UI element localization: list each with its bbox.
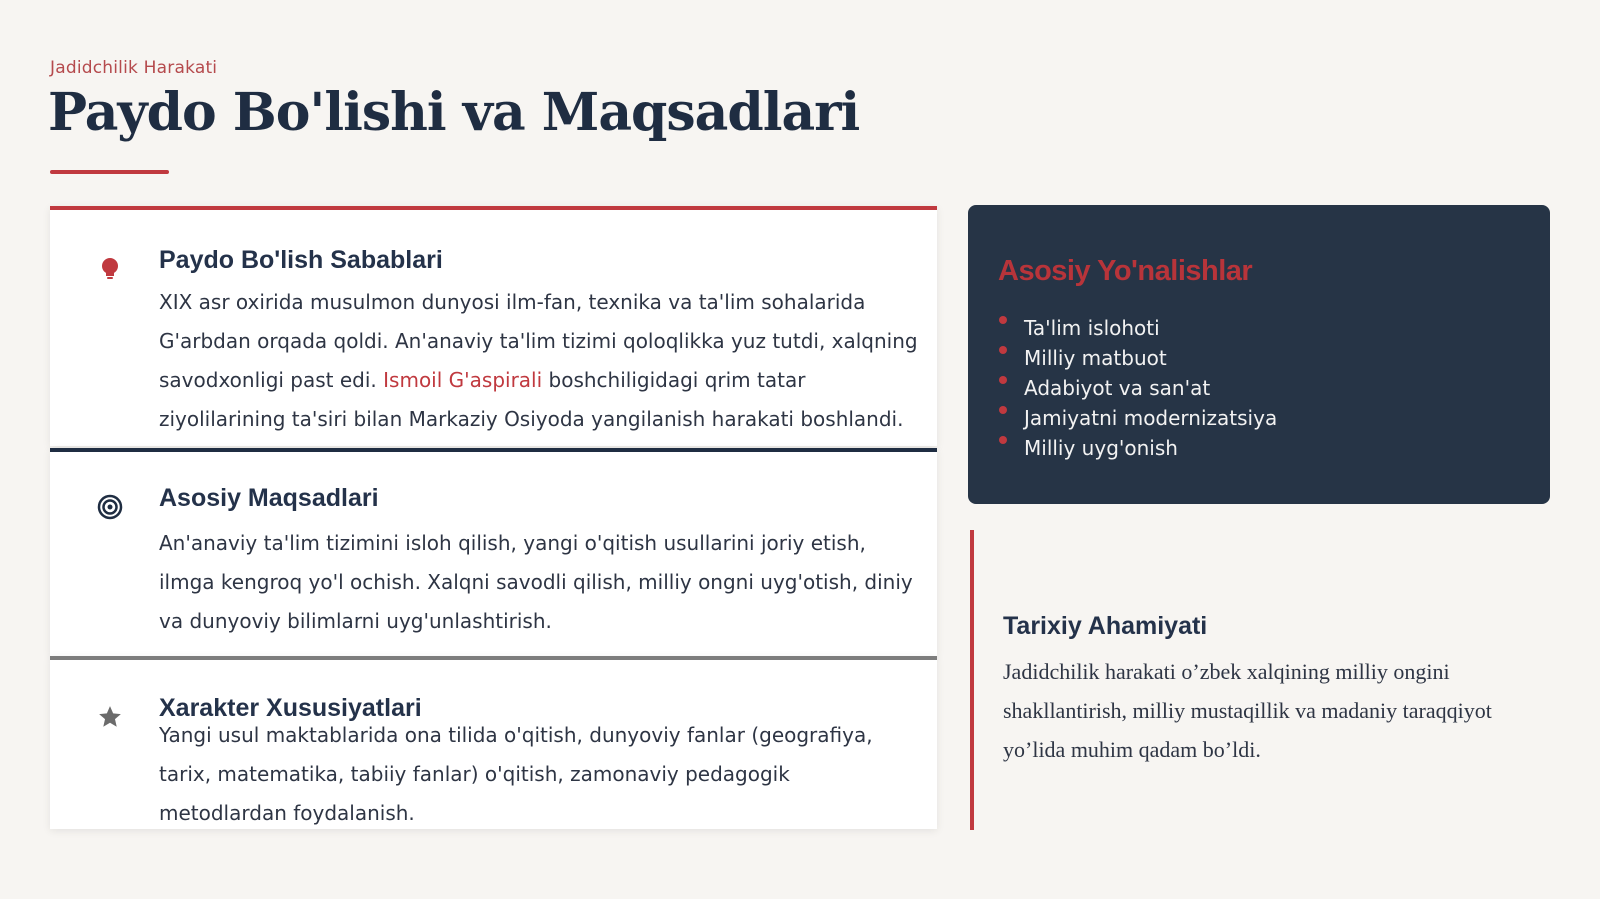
bullet-icon — [999, 316, 1007, 324]
list-item: Jamiyatni modernizatsiya — [999, 403, 1277, 433]
lightbulb-icon — [97, 256, 123, 282]
list-item: Adabiyot va san'at — [999, 373, 1277, 403]
directions-panel — [968, 205, 1550, 504]
card-features — [50, 656, 937, 829]
card-text: Yangi usul maktablarida ona tilida o'qitish, dunyoviy fanlar (geografiya, tarix, matematika, tabiiy fanlar) o'qitish, zamonaviy pedagogik metodlardan foydalanish. — [159, 723, 873, 825]
significance-title: Tarixiy Ahamiyati — [1003, 612, 1208, 640]
list-item: Milliy uyg'onish — [999, 433, 1277, 463]
kicker-label: Jadidchilik Harakati — [50, 58, 218, 78]
card-title: Paydo Bo'lish Sabablari — [159, 246, 443, 274]
title-underline — [50, 170, 169, 174]
list-item: Milliy matbuot — [999, 343, 1277, 373]
bullet-icon — [999, 346, 1007, 354]
bullet-icon — [999, 376, 1007, 384]
target-icon — [97, 494, 123, 520]
card-goals — [50, 448, 937, 656]
bullet-icon — [999, 406, 1007, 414]
star-icon — [97, 704, 123, 730]
card-title: Xarakter Xususiyatlari — [159, 694, 422, 722]
highlight-name: Ismoil G'aspirali — [383, 368, 543, 392]
card-text: An'anaviy ta'lim tizimini isloh qilish, yangi o'qitish usullarini joriy etish, ilmga kengroq yo'l ochish. Xalqni savodli qilish, milliy ongni uyg'otish, diniy va dunyoviy bilimlarni uyg'unlashtirish. — [159, 531, 913, 633]
card-title: Asosiy Maqsadlari — [159, 484, 379, 512]
significance-text: Jadidchilik harakati o’zbek xalqining milliy ongini shakllantirish, milliy mustaqillik va madaniy taraqqiyot yo’lida muhim qadam bo’ldi. — [1003, 659, 1492, 762]
card-text: XIX asr oxirida musulmon dunyosi ilm-fan, texnika va ta'lim sohalarida G'arbdan orqada qoldi. An'anaviy ta'lim tizimi qoloqlikka yuz tutdi, xalqning savodxonligi past edi. Ismoil G'aspirali boshchiligidagi qrim tatar ziyolilarining ta'siri bilan Markaziy Osiyoda yangilanish harakati boshlandi. — [159, 290, 918, 431]
bullet-icon — [999, 436, 1007, 444]
significance-block — [970, 530, 1550, 830]
page-title: Paydo Bo'lishi va Maqsadlari — [48, 82, 860, 143]
list-item: Ta'lim islohoti — [999, 313, 1277, 343]
panel-title: Asosiy Yo'nalishlar — [998, 255, 1253, 287]
directions-list — [999, 313, 1277, 463]
card-origins — [50, 206, 937, 446]
